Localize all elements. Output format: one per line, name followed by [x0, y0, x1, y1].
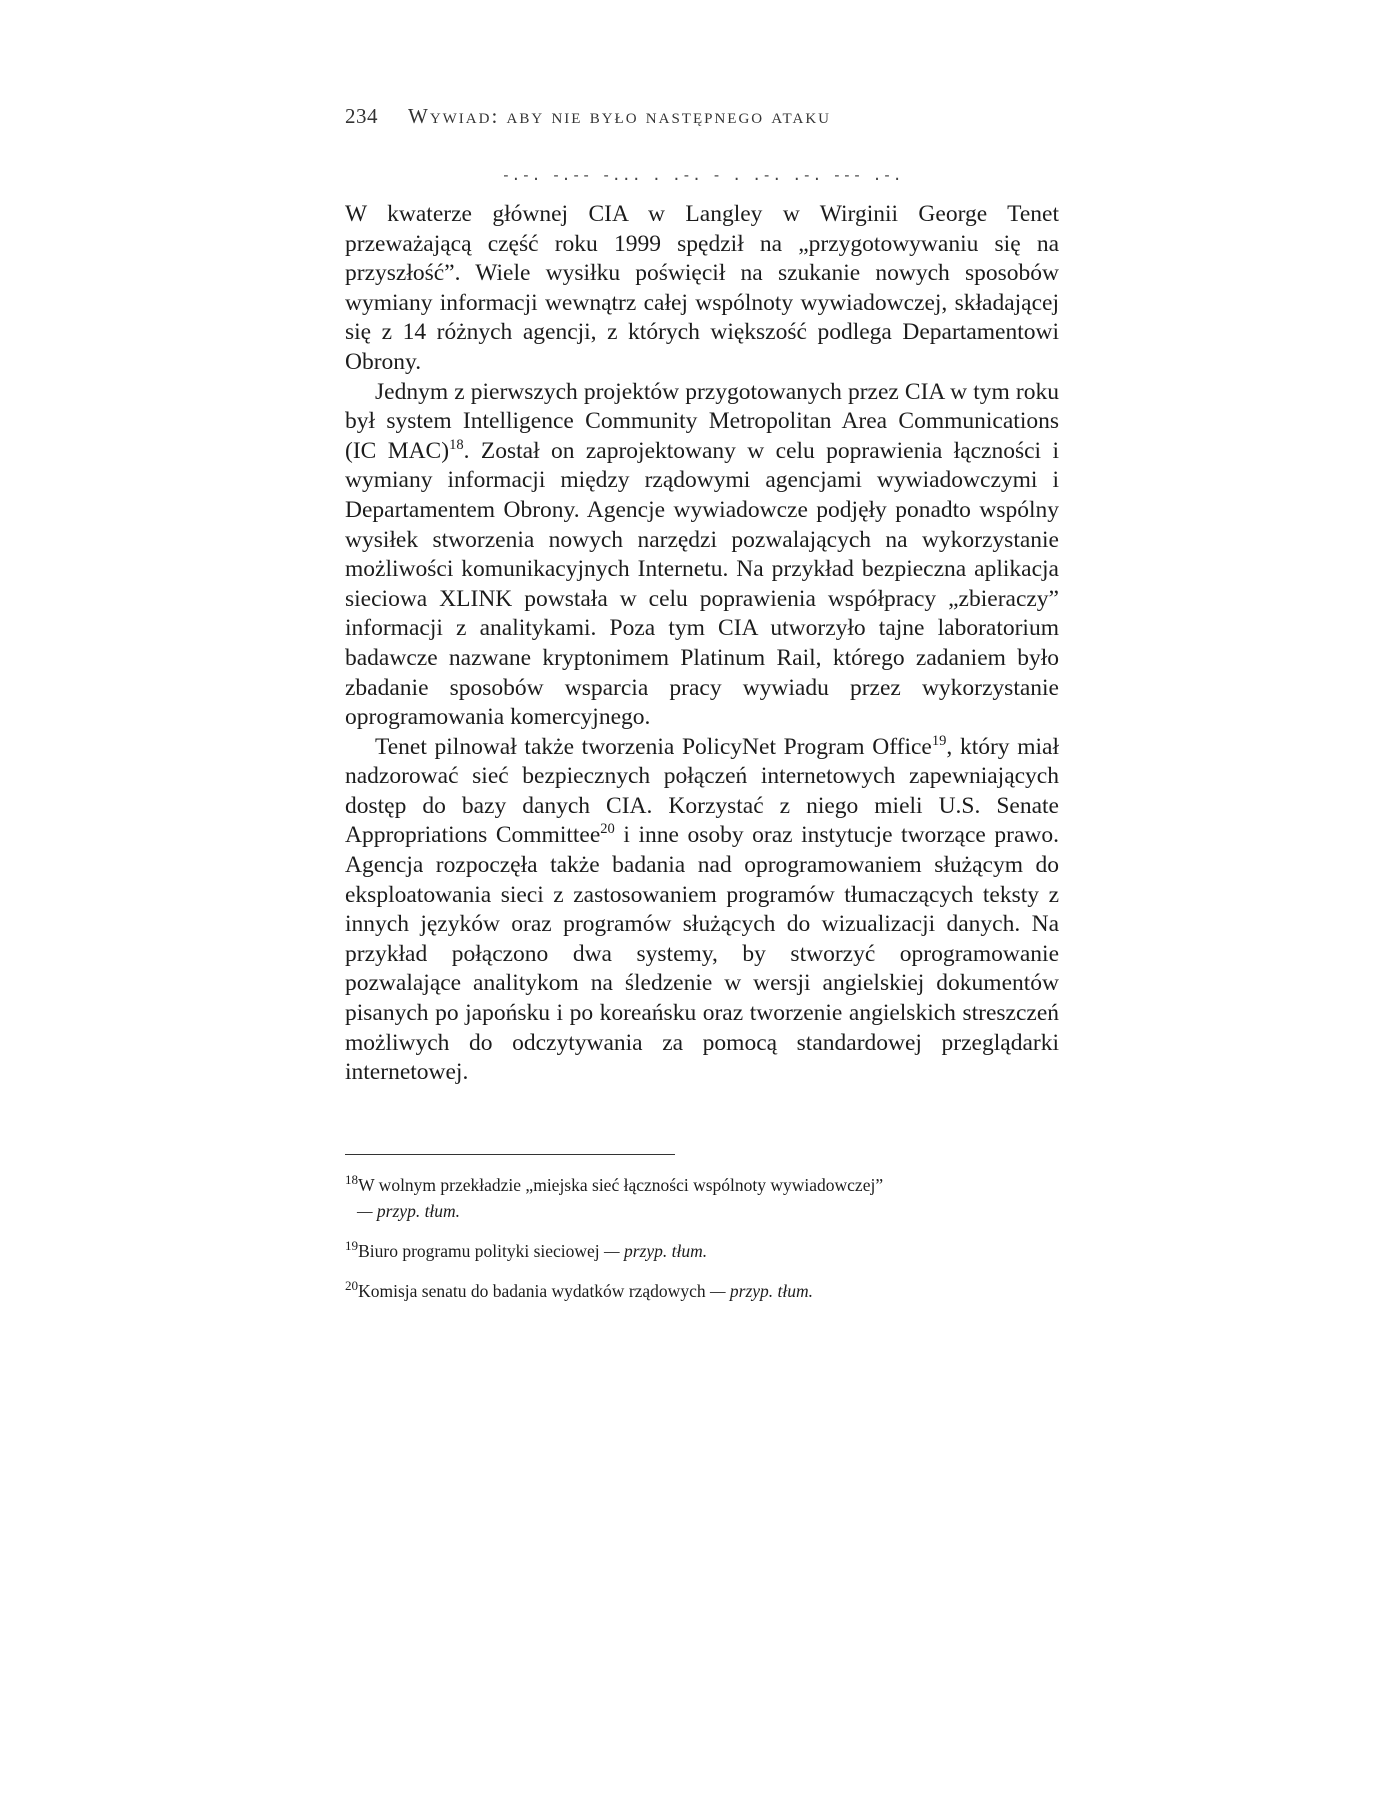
- footnote-19: [345, 1238, 1059, 1264]
- footnotes: [345, 1172, 1059, 1318]
- footnote-note: — przyp. tłum.: [357, 1201, 461, 1221]
- footnote-ref-20: 20: [600, 821, 615, 838]
- paragraph-2: [345, 378, 1059, 733]
- footnote-note: — przyp. tłum.: [709, 1281, 814, 1301]
- footnote-number: 20: [345, 1278, 359, 1294]
- footnote-text: W wolnym przekładzie „miejska sieć łączności wspólnoty wywiadowczej”: [358, 1175, 884, 1195]
- paragraph-3-text-a: Tenet pilnował także tworzenia PolicyNet Program Office: [375, 733, 932, 760]
- footnote-number: 19: [345, 1238, 359, 1254]
- footnote-text: Komisja senatu do badania wydatków rządowych: [358, 1281, 710, 1301]
- footnote-text: Biuro programu polityki sieciowej: [358, 1241, 605, 1261]
- chapter-title: Wywiad: aby nie było następnego ataku: [408, 104, 832, 128]
- footnote-separator: [345, 1154, 675, 1155]
- paragraph-3-text-c: i inne osoby oraz instytucje tworzące prawo. Agencja rozpoczęła także badania nad oprogramowaniem służącym do eksploatowania sieci z zastosowaniem programów tłumaczących teksty z innych języków oraz programów służących do wizualizacji danych. Na przykład połączono dwa systemy, by stworzyć oprogramowanie pozwalające analitykom na śledzenie w wersji angielskiej dokumentów pisanych po japońsku i po koreańsku oraz tworzenie angielskich streszczeń możliwych do odczytywania za pomocą standardowej przeglądarki internetowej.: [345, 822, 1059, 1086]
- footnote-20: [345, 1278, 1059, 1304]
- body-text: [345, 200, 1059, 1088]
- paragraph-2-text-b: . Został on zaprojektowany w celu poprawienia łączności i wymiany informacji między rządowymi agencjami wywiadowczymi i Departamentem Obrony. Agencje wywiadowcze podjęły ponadto wspólny wysiłek stworzenia nowych narzędzi pozwalających na wykorzystanie możliwości komunikacyjnych Internetu. Na przykład bezpieczna aplikacja sieciowa XLINK powstała w celu poprawienia współpracy „zbieraczy” informacji z analitykami. Poza tym CIA utworzyło tajne laboratorium badawcze nazwane kryptonimem Platinum Rail, którego zadaniem było zbadanie sposobów wsparcia pracy wywiadu przez wykorzystanie oprogramowania komercyjnego.: [345, 437, 1059, 731]
- footnote-note: — przyp. tłum.: [604, 1241, 708, 1261]
- footnote-number: 18: [345, 1172, 359, 1188]
- paragraph-1: W kwaterze głównej CIA w Langley w Wirginii George Tenet przeważającą część roku 1999 spędził na „przygotowywaniu się na przyszłość”. Wiele wysiłku poświęcił na szukanie nowych sposobów wymiany informacji wewnątrz całej wspólnoty wywiadowczej, składającej się z 14 różnych agencji, z których większość podlega Departamentowi Obrony.: [345, 201, 1059, 375]
- paragraph-3-text-b: , który miał nadzorować sieć bezpiecznych połączeń internetowych zapewniających dostęp do bazy danych CIA. Korzystać z niego mieli U.S. Senate Appropriations Committee: [345, 733, 1059, 849]
- footnote-ref-18: 18: [449, 436, 464, 453]
- paragraph-2-text-a: Jednym z pierwszych projektów przygotowanych przez CIA w tym roku był system Intelligence Community Metropolitan Area Communications (IC MAC): [345, 378, 1059, 464]
- paragraph-3: [345, 733, 1059, 1088]
- running-header: [345, 104, 1059, 129]
- footnote-18: [345, 1172, 1059, 1224]
- section-divider: -.-. -.-- -... . .-. - . .-. .-. --- .-.: [501, 166, 903, 184]
- page-number: 234: [345, 104, 378, 128]
- footnote-ref-19: 19: [931, 732, 947, 749]
